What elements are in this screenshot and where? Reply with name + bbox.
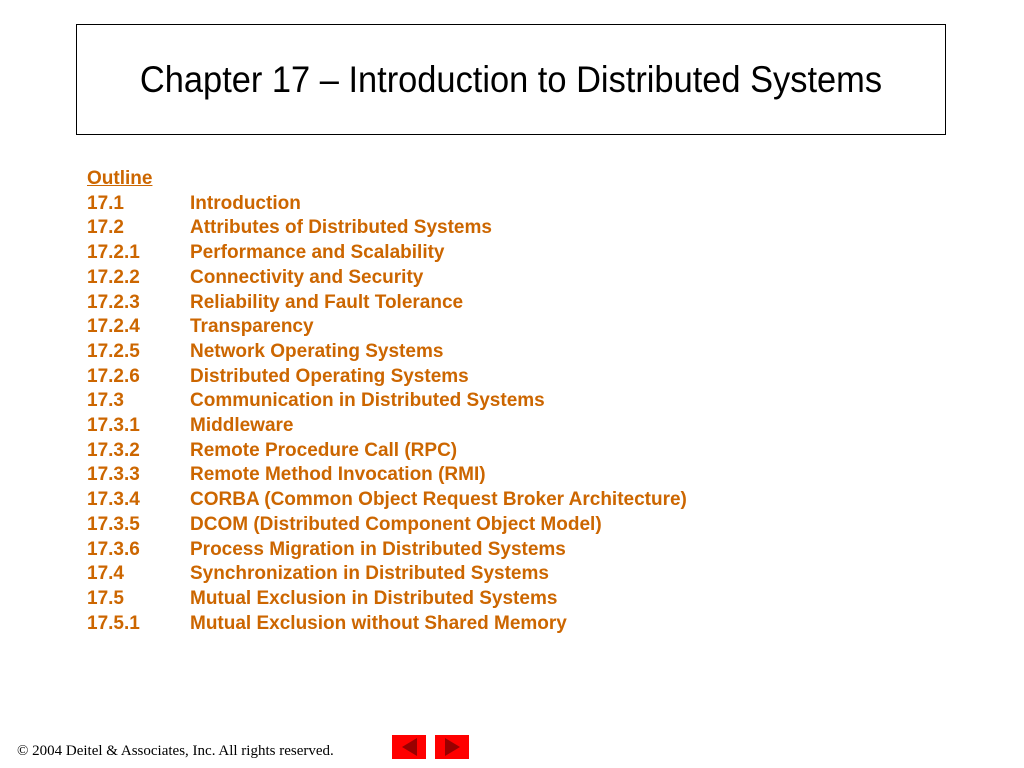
outline-item-label: Attributes of Distributed Systems [190,217,492,239]
outline-item [87,315,687,340]
outline-item-number: 17.5.1 [87,612,140,634]
outline-heading: Outline [87,168,153,189]
previous-slide-button[interactable] [392,735,426,759]
outline-item [87,562,687,587]
outline-item-number: 17.3 [87,390,124,412]
outline-item-label: Communication in Distributed Systems [190,390,545,412]
outline-item-number: 17.3.4 [87,489,140,511]
outline-item-number: 17.3.2 [87,439,140,461]
outline-item-number: 17.2 [87,217,124,239]
outline-item [87,216,687,241]
outline-item [87,365,687,390]
outline-item-label: Synchronization in Distributed Systems [190,563,549,585]
triangle-right-icon [445,738,460,756]
next-slide-button[interactable] [435,735,469,759]
outline-item [87,291,687,316]
outline-item [87,241,687,266]
outline-item-label: Remote Procedure Call (RPC) [190,439,458,461]
outline-item-label: Transparency [190,316,314,338]
outline-item-label: CORBA (Common Object Request Broker Architecture) [190,489,687,511]
outline-item-number: 17.2.6 [87,365,140,387]
outline-item [87,488,687,513]
outline-item-number: 17.2.2 [87,266,140,288]
outline-item-label: Middleware [190,415,294,437]
outline-item-number: 17.2.3 [87,291,140,313]
outline-item-number: 17.5 [87,587,124,609]
title-box [76,24,946,135]
outline-item [87,463,687,488]
triangle-left-icon [402,738,417,756]
outline-item-number: 17.2.4 [87,316,140,338]
outline-item-label: Reliability and Fault Tolerance [190,291,464,313]
outline-item-label: Mutual Exclusion in Distributed Systems [190,587,558,609]
outline-item [87,266,687,291]
outline-item-number: 17.3.6 [87,538,140,560]
outline-item [87,439,687,464]
outline-item-label: Connectivity and Security [190,266,424,288]
copyright-footer: © 2004 Deitel & Associates, Inc. All rights reserved. [17,743,334,759]
outline-item-number: 17.2.1 [87,242,140,264]
outline-item-number: 17.4 [87,563,124,585]
outline-item-number: 17.2.5 [87,340,140,362]
outline-item-label: Distributed Operating Systems [190,365,469,387]
outline-item-label: Network Operating Systems [190,340,444,362]
outline-item [87,513,687,538]
outline-item-number: 17.3.1 [87,415,140,437]
outline-item [87,587,687,612]
outline-item-label: Remote Method Invocation (RMI) [190,464,486,486]
outline-item [87,414,687,439]
outline-item-label: DCOM (Distributed Component Object Model) [190,513,602,535]
outline-item [87,389,687,414]
outline-item-label: Mutual Exclusion without Shared Memory [190,612,567,634]
outline [87,167,687,636]
outline-item-label: Introduction [190,192,301,214]
outline-item-number: 17.3.3 [87,464,140,486]
outline-list [87,192,687,637]
outline-item [87,192,687,217]
outline-item-number: 17.1 [87,192,124,214]
outline-item-label: Performance and Scalability [190,242,445,264]
outline-item [87,538,687,563]
outline-item-number: 17.3.5 [87,513,140,535]
slide-title: Chapter 17 – Introduction to Distributed Systems [139,58,883,100]
outline-item [87,340,687,365]
outline-item-label: Process Migration in Distributed Systems [190,538,566,560]
outline-item [87,612,687,637]
